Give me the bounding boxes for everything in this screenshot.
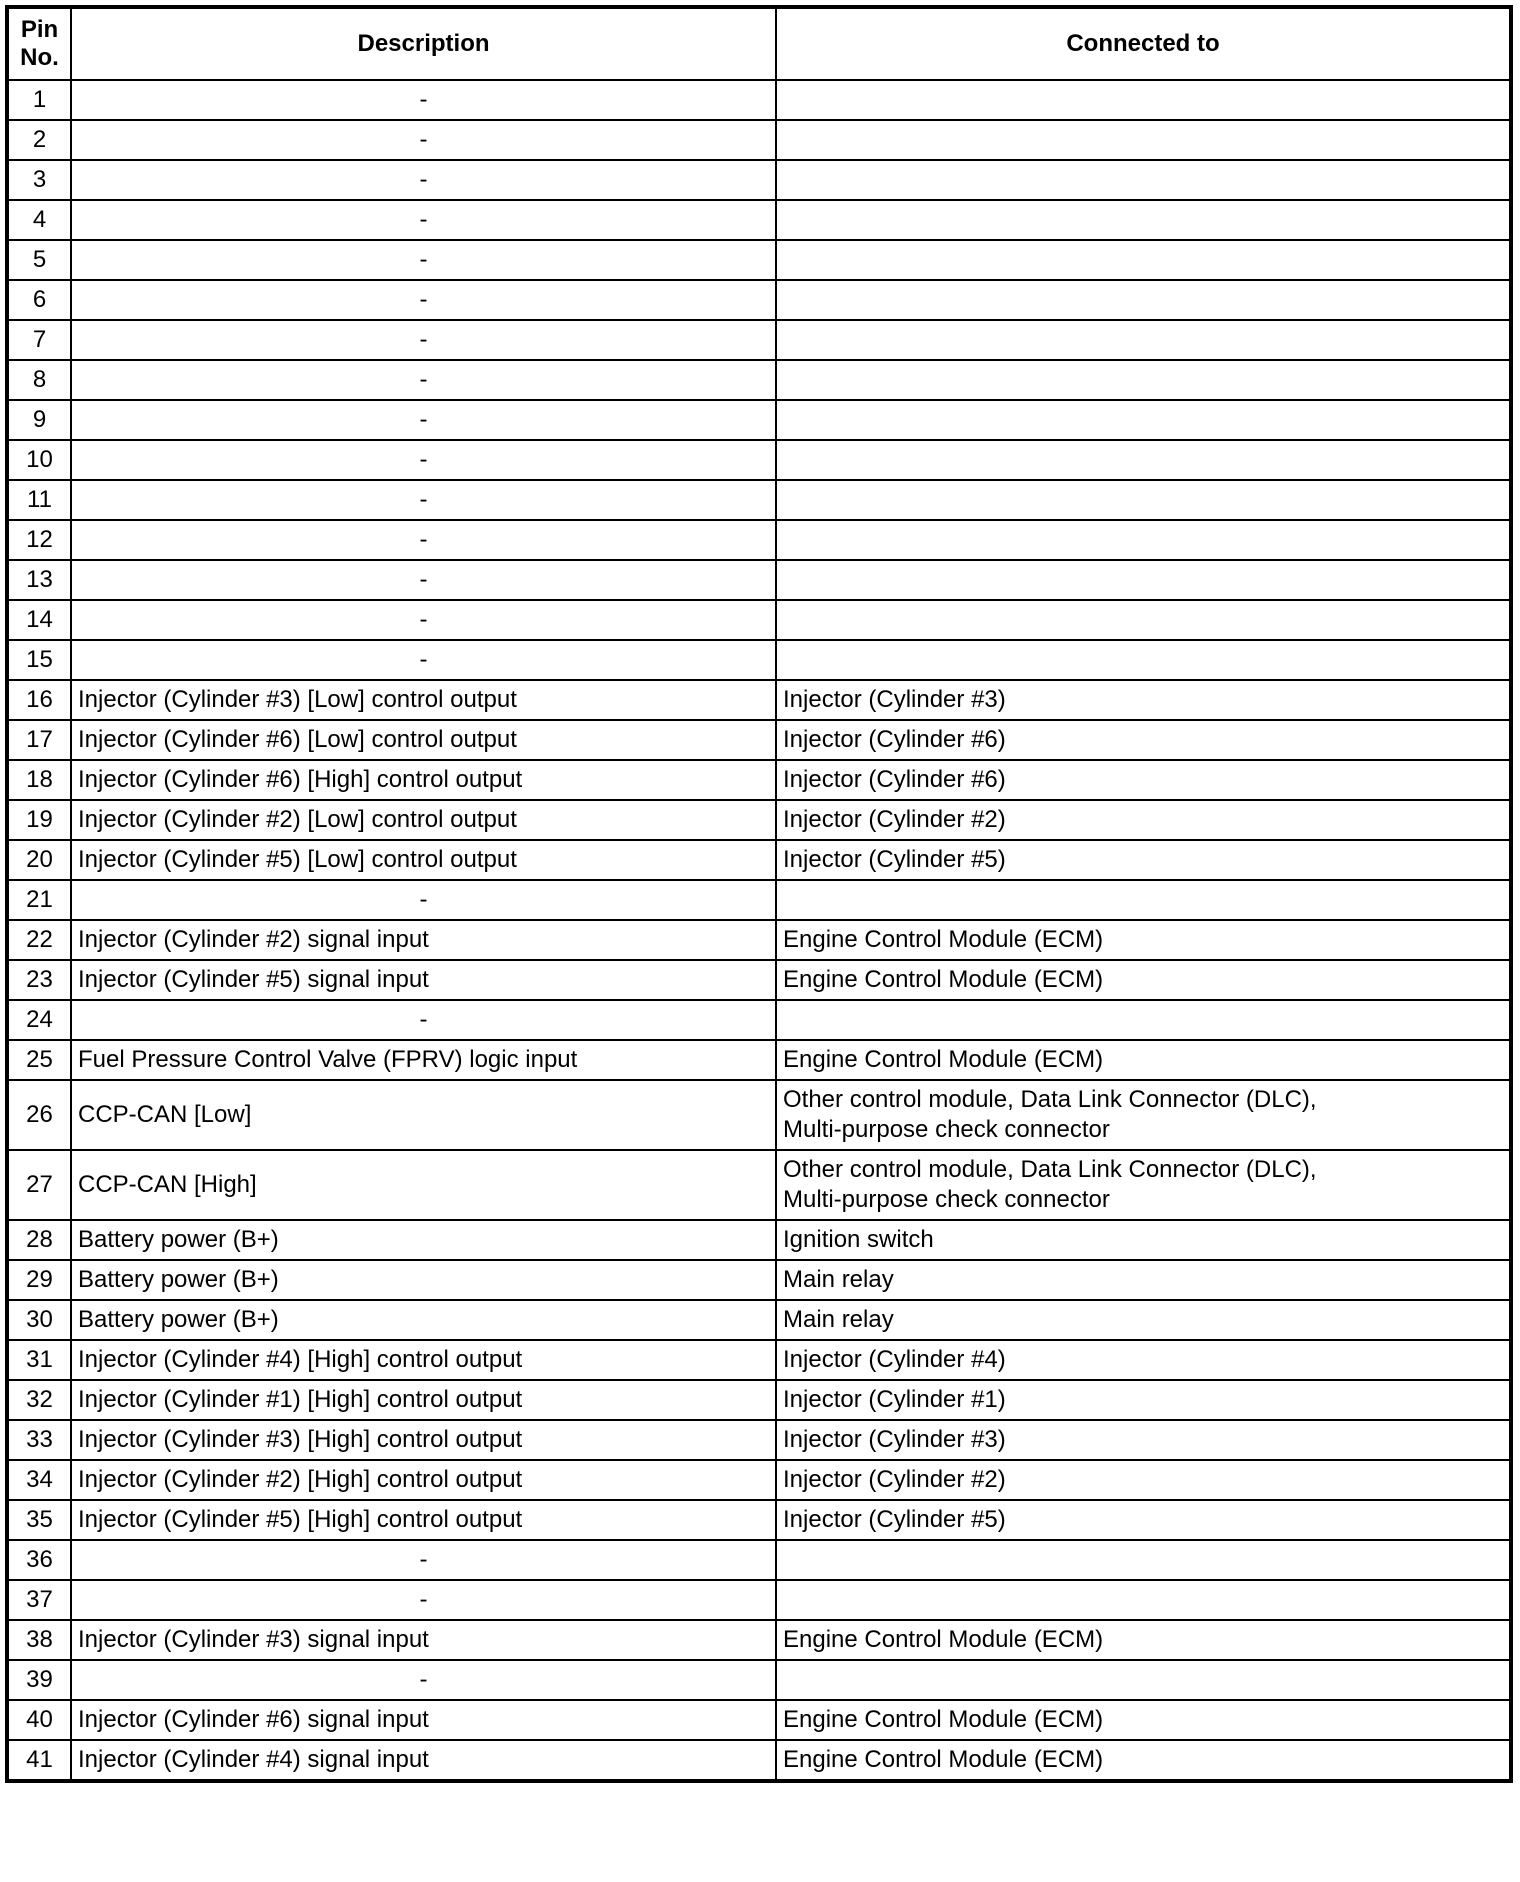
connected-to-cell: Injector (Cylinder #6) [776, 720, 1511, 760]
pin-number-cell: 15 [7, 640, 71, 680]
table-row [7, 1460, 1511, 1500]
table-row [7, 1700, 1511, 1740]
description-cell: - [71, 440, 776, 480]
connected-to-line-2: Multi-purpose check connector [783, 1186, 1110, 1213]
connected-to-line-1: Other control module, Data Link Connector (DLC), [783, 1156, 1317, 1183]
pin-number-cell: 1 [7, 80, 71, 120]
description-cell: Battery power (B+) [71, 1300, 776, 1340]
connected-to-line-2: Multi-purpose check connector [783, 1116, 1110, 1143]
pin-number-cell: 29 [7, 1260, 71, 1300]
description-cell: Injector (Cylinder #5) [High] control output [71, 1500, 776, 1540]
pin-number-cell: 24 [7, 1000, 71, 1040]
pin-number-cell: 35 [7, 1500, 71, 1540]
description-cell: - [71, 360, 776, 400]
description-cell: Injector (Cylinder #2) [High] control output [71, 1460, 776, 1500]
table-row [7, 920, 1511, 960]
connected-to-cell: Main relay [776, 1300, 1511, 1340]
table-row [7, 760, 1511, 800]
connected-to-cell: Engine Control Module (ECM) [776, 1040, 1511, 1080]
description-cell: Injector (Cylinder #3) signal input [71, 1620, 776, 1660]
table-row [7, 1620, 1511, 1660]
pin-table-container [5, 5, 1513, 1783]
description-cell: - [71, 200, 776, 240]
table-row [7, 1300, 1511, 1340]
description-cell: Injector (Cylinder #4) [High] control output [71, 1340, 776, 1380]
description-cell: - [71, 280, 776, 320]
description-cell: Injector (Cylinder #2) [Low] control output [71, 800, 776, 840]
description-cell: Injector (Cylinder #6) [Low] control output [71, 720, 776, 760]
header-pin-no [7, 7, 71, 80]
table-row [7, 680, 1511, 720]
connected-to-cell [776, 400, 1511, 440]
pin-number-cell: 36 [7, 1540, 71, 1580]
pin-number-cell: 19 [7, 800, 71, 840]
pin-number-cell: 40 [7, 1700, 71, 1740]
connected-to-cell [776, 80, 1511, 120]
table-row [7, 1660, 1511, 1700]
connected-to-cell [776, 480, 1511, 520]
connected-to-cell: Engine Control Module (ECM) [776, 960, 1511, 1000]
pin-number-cell: 9 [7, 400, 71, 440]
pin-number-cell: 32 [7, 1380, 71, 1420]
description-cell: Injector (Cylinder #6) signal input [71, 1700, 776, 1740]
pin-number-cell: 22 [7, 920, 71, 960]
table-row [7, 560, 1511, 600]
connected-to-cell: Injector (Cylinder #5) [776, 840, 1511, 880]
pin-number-cell: 12 [7, 520, 71, 560]
connected-to-cell [776, 160, 1511, 200]
pin-number-cell: 2 [7, 120, 71, 160]
connected-to-cell: Injector (Cylinder #6) [776, 760, 1511, 800]
pin-number-cell: 33 [7, 1420, 71, 1460]
table-row [7, 360, 1511, 400]
table-row [7, 1040, 1511, 1080]
table-body [7, 80, 1511, 1781]
table-row [7, 480, 1511, 520]
pin-number-cell: 13 [7, 560, 71, 600]
description-cell: - [71, 520, 776, 560]
connected-to-cell [776, 200, 1511, 240]
connected-to-cell [776, 120, 1511, 160]
pin-number-cell: 27 [7, 1150, 71, 1220]
description-cell: - [71, 880, 776, 920]
connected-to-line-1: Other control module, Data Link Connector (DLC), [783, 1086, 1317, 1113]
table-row [7, 440, 1511, 480]
table-row [7, 640, 1511, 680]
pin-number-cell: 25 [7, 1040, 71, 1080]
description-cell: - [71, 160, 776, 200]
pin-number-cell: 20 [7, 840, 71, 880]
pin-number-cell: 30 [7, 1300, 71, 1340]
description-cell: Injector (Cylinder #1) [High] control output [71, 1380, 776, 1420]
table-row [7, 1540, 1511, 1580]
connected-to-cell: Injector (Cylinder #1) [776, 1380, 1511, 1420]
description-cell: Injector (Cylinder #3) [High] control output [71, 1420, 776, 1460]
connected-to-cell: Injector (Cylinder #5) [776, 1500, 1511, 1540]
connected-to-cell: Injector (Cylinder #2) [776, 1460, 1511, 1500]
description-cell: - [71, 640, 776, 680]
table-row [7, 600, 1511, 640]
table-row [7, 880, 1511, 920]
pin-number-cell: 10 [7, 440, 71, 480]
description-cell: Injector (Cylinder #5) signal input [71, 960, 776, 1000]
description-cell: - [71, 1540, 776, 1580]
pin-number-cell: 5 [7, 240, 71, 280]
connected-to-cell: Injector (Cylinder #3) [776, 680, 1511, 720]
table-row [7, 80, 1511, 120]
connected-to-cell: Engine Control Module (ECM) [776, 1700, 1511, 1740]
table-row [7, 1500, 1511, 1540]
table-row [7, 280, 1511, 320]
description-cell: - [71, 240, 776, 280]
connected-to-cell [776, 1080, 1511, 1150]
table-row [7, 1740, 1511, 1781]
connected-to-cell [776, 240, 1511, 280]
table-row [7, 1380, 1511, 1420]
pin-number-cell: 23 [7, 960, 71, 1000]
connected-to-cell [776, 600, 1511, 640]
header-pin-label: Pin No. [20, 16, 59, 71]
connected-to-cell: Main relay [776, 1260, 1511, 1300]
table-row [7, 160, 1511, 200]
table-row [7, 320, 1511, 360]
pin-number-cell: 11 [7, 480, 71, 520]
table-row [7, 1000, 1511, 1040]
pin-number-cell: 3 [7, 160, 71, 200]
pin-number-cell: 41 [7, 1740, 71, 1781]
description-cell: - [71, 600, 776, 640]
pin-table [5, 5, 1513, 1783]
connected-to-cell [776, 440, 1511, 480]
description-cell: CCP-CAN [High] [71, 1150, 776, 1220]
description-cell: - [71, 560, 776, 600]
table-row [7, 520, 1511, 560]
header-row [7, 7, 1511, 80]
description-cell: Battery power (B+) [71, 1220, 776, 1260]
description-cell: Injector (Cylinder #2) signal input [71, 920, 776, 960]
table-row [7, 200, 1511, 240]
connected-to-cell [776, 280, 1511, 320]
pin-number-cell: 7 [7, 320, 71, 360]
pin-number-cell: 34 [7, 1460, 71, 1500]
description-cell: Injector (Cylinder #6) [High] control output [71, 760, 776, 800]
connected-to-cell: Injector (Cylinder #4) [776, 1340, 1511, 1380]
table-row [7, 720, 1511, 760]
connected-to-cell [776, 640, 1511, 680]
table-row [7, 400, 1511, 440]
header-description: Description [71, 7, 776, 80]
pin-number-cell: 8 [7, 360, 71, 400]
table-row [7, 1080, 1511, 1150]
connected-to-cell: Injector (Cylinder #2) [776, 800, 1511, 840]
description-cell: - [71, 320, 776, 360]
connected-to-cell [776, 520, 1511, 560]
connected-to-cell: Engine Control Module (ECM) [776, 1620, 1511, 1660]
description-cell: Injector (Cylinder #3) [Low] control output [71, 680, 776, 720]
description-cell: Injector (Cylinder #5) [Low] control output [71, 840, 776, 880]
table-row [7, 1580, 1511, 1620]
connected-to-cell [776, 320, 1511, 360]
description-cell: - [71, 1660, 776, 1700]
pin-number-cell: 6 [7, 280, 71, 320]
connected-to-cell [776, 880, 1511, 920]
table-row [7, 800, 1511, 840]
pin-number-cell: 16 [7, 680, 71, 720]
description-cell: CCP-CAN [Low] [71, 1080, 776, 1150]
table-row [7, 120, 1511, 160]
connected-to-cell: Injector (Cylinder #3) [776, 1420, 1511, 1460]
description-cell: - [71, 400, 776, 440]
pin-number-cell: 18 [7, 760, 71, 800]
pin-number-cell: 14 [7, 600, 71, 640]
description-cell: Battery power (B+) [71, 1260, 776, 1300]
pin-number-cell: 21 [7, 880, 71, 920]
pin-number-cell: 28 [7, 1220, 71, 1260]
description-cell: Injector (Cylinder #4) signal input [71, 1740, 776, 1781]
table-row [7, 1220, 1511, 1260]
pin-number-cell: 39 [7, 1660, 71, 1700]
table-row [7, 1420, 1511, 1460]
connected-to-cell [776, 1660, 1511, 1700]
pin-number-cell: 4 [7, 200, 71, 240]
description-cell: - [71, 1000, 776, 1040]
table-row [7, 840, 1511, 880]
table-header [7, 7, 1511, 80]
connected-to-cell [776, 1540, 1511, 1580]
description-cell: Fuel Pressure Control Valve (FPRV) logic input [71, 1040, 776, 1080]
header-connected-to: Connected to [776, 7, 1511, 80]
table-row [7, 240, 1511, 280]
pin-number-cell: 31 [7, 1340, 71, 1380]
table-row [7, 1260, 1511, 1300]
pin-number-cell: 37 [7, 1580, 71, 1620]
connected-to-cell: Engine Control Module (ECM) [776, 920, 1511, 960]
connected-to-cell: Ignition switch [776, 1220, 1511, 1260]
pin-number-cell: 26 [7, 1080, 71, 1150]
connected-to-cell [776, 1000, 1511, 1040]
connected-to-cell [776, 560, 1511, 600]
table-row [7, 1150, 1511, 1220]
pin-number-cell: 17 [7, 720, 71, 760]
description-cell: - [71, 80, 776, 120]
description-cell: - [71, 1580, 776, 1620]
table-row [7, 1340, 1511, 1380]
connected-to-cell [776, 360, 1511, 400]
description-cell: - [71, 480, 776, 520]
connected-to-cell: Engine Control Module (ECM) [776, 1740, 1511, 1781]
pin-number-cell: 38 [7, 1620, 71, 1660]
connected-to-cell [776, 1580, 1511, 1620]
table-row [7, 960, 1511, 1000]
connected-to-cell [776, 1150, 1511, 1220]
description-cell: - [71, 120, 776, 160]
